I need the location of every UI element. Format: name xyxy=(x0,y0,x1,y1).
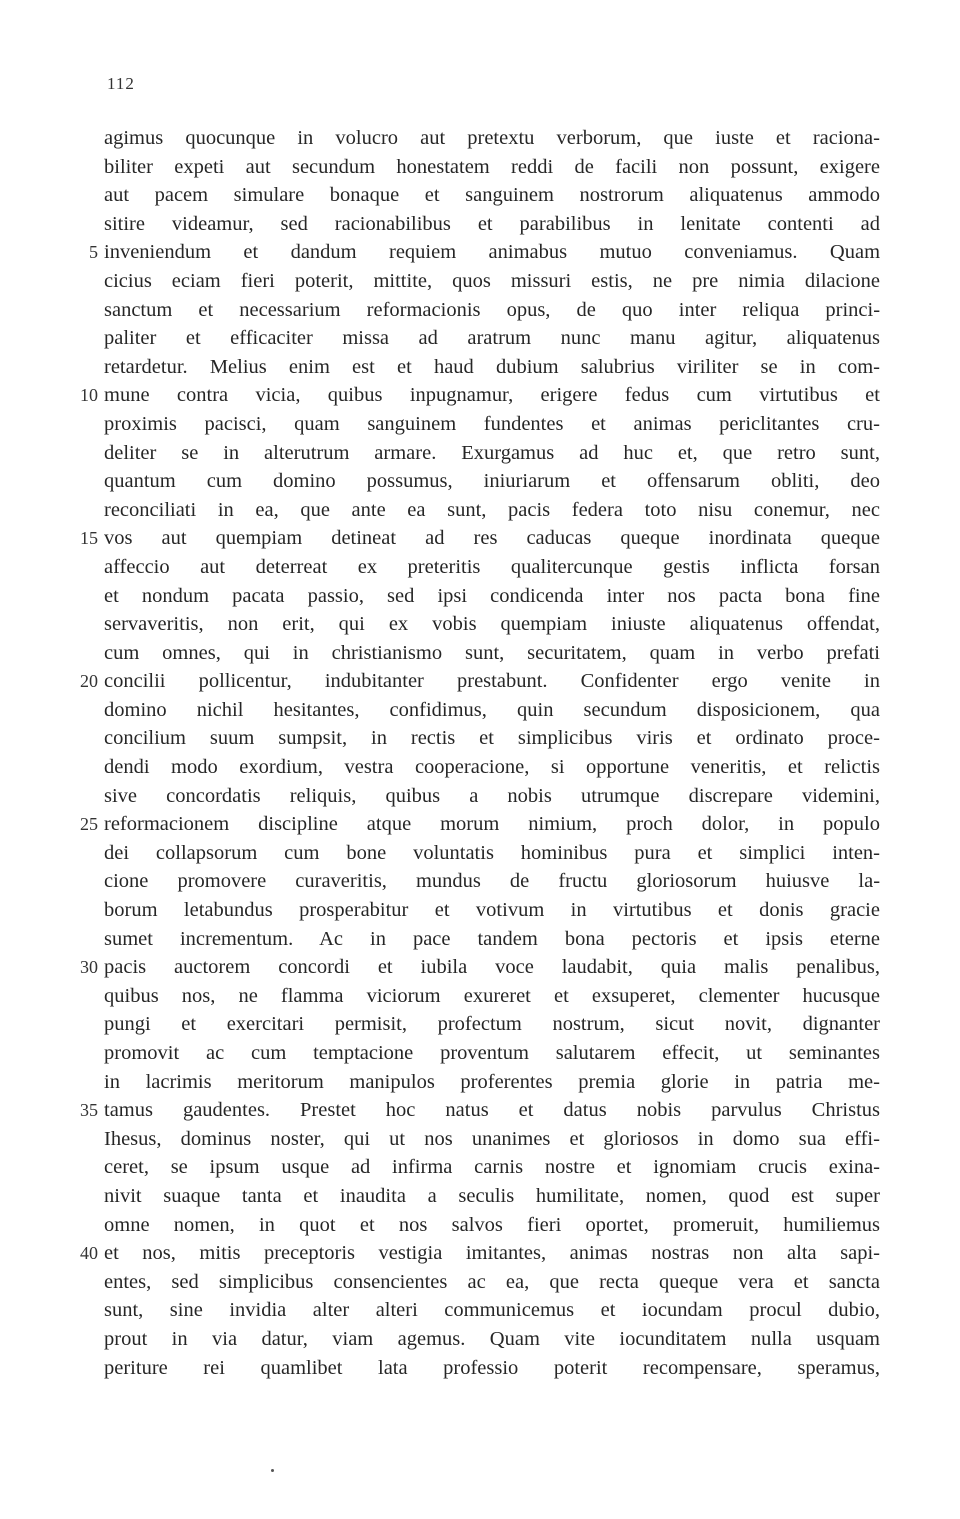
line-number: 25 xyxy=(80,814,98,835)
text-line xyxy=(104,1268,880,1297)
line-text: quantum cum domino possumus, iniuriarum et offensarum obliti, deo xyxy=(104,470,880,493)
text-line xyxy=(104,582,880,611)
line-text: quibus nos, ne flamma viciorum exureret et exsuperet, clementer hucusque xyxy=(104,984,880,1007)
text-line xyxy=(80,953,880,982)
line-text: nivit suaque tanta et inaudita a seculis humilitate, nomen, quod est super xyxy=(104,1184,880,1207)
line-number: 10 xyxy=(80,385,98,406)
print-speck xyxy=(271,1469,274,1472)
text-line xyxy=(104,1182,880,1211)
line-text: cum omnes, qui in christianismo sunt, securitatem, quam in verbo prefati xyxy=(104,641,880,664)
text-line xyxy=(104,353,880,382)
text-line xyxy=(104,296,880,325)
line-text: mune contra vicia, quibus inpugnamur, erigere fedus cum virtutibus et xyxy=(104,384,880,407)
text-line xyxy=(104,496,880,525)
text-line xyxy=(104,696,880,725)
text-line xyxy=(104,753,880,782)
line-text: promovit ac cum temptacione proventum salutarem effecit, ut seminantes xyxy=(104,1042,880,1064)
line-text: prout in via datur, viam agemus. Quam vite iocunditatem nulla usquam xyxy=(104,1327,880,1350)
text-line xyxy=(104,553,880,582)
line-text: cicius eciam fieri poterit, mittite, quos missuri estis, ne pre nimia dilacione xyxy=(104,269,881,292)
text-line xyxy=(104,1354,880,1383)
line-text: sumet incrementum. Ac in pace tandem bona pectoris et ipsis eterne xyxy=(104,927,881,950)
text-line xyxy=(104,153,880,182)
line-text: entes, sed simplicibus consencientes ac ea, que recta queque vera et sancta xyxy=(104,1270,880,1293)
text-line xyxy=(80,524,880,553)
text-line xyxy=(104,439,880,468)
line-number: 35 xyxy=(80,1100,98,1121)
line-text: retardetur. Melius enim est et haud dubium salubrius viriliter se in com- xyxy=(104,355,881,378)
line-text: reconciliati in ea, que ante ea sunt, pacis federa toto nisu conemur, nec xyxy=(104,498,880,521)
line-text: tamus gaudentes. Prestet hoc natus et datus nobis parvulus Christus xyxy=(104,1099,881,1122)
text-line xyxy=(104,724,880,753)
text-line xyxy=(104,982,880,1011)
line-text: aut pacem simulare bonaque et sanguinem nostrorum aliquatenus ammodo xyxy=(104,184,880,207)
page-number: 112 xyxy=(107,74,135,93)
text-line xyxy=(104,782,880,811)
line-text: pungi et exercitari permisit, profectum nostrum, sicut novit, dignanter xyxy=(104,1013,880,1036)
line-text: servaveritis, non erit, qui ex vobis quempiam iniuste aliquatenus offendat, xyxy=(104,613,880,636)
text-line xyxy=(104,1325,880,1354)
line-text: agimus quocunque in volucro aut pretextu verborum, que iuste et raciona- xyxy=(104,127,880,149)
text-line xyxy=(104,1296,880,1325)
text-line xyxy=(104,181,880,210)
text-line xyxy=(80,381,880,410)
text-line xyxy=(80,667,880,696)
line-text: dendi modo exordium, vestra cooperacione, si opportune veneritis, et relictis xyxy=(104,756,880,779)
line-text: periture rei quamlibet lata professio poterit recompensare, speramus, xyxy=(104,1356,880,1379)
text-line xyxy=(80,810,880,839)
text-line xyxy=(104,267,880,296)
text-line xyxy=(104,1211,880,1240)
line-text: et nos, mitis preceptoris vestigia imitantes, animas nostras non alta sapi- xyxy=(104,1242,880,1265)
text-line xyxy=(89,238,881,267)
line-text: in lacrimis meritorum manipulos proferentes premia glorie in patria me- xyxy=(104,1070,880,1093)
line-number: 30 xyxy=(80,957,98,978)
line-text: affeccio aut deterreat ex preteritis qualitercunque gestis inflicta forsan xyxy=(104,555,880,578)
line-text: dei collapsorum cum bone voluntatis hominibus pura et simplici inten- xyxy=(104,841,881,864)
text-line xyxy=(104,610,880,639)
line-text: sitire videamur, sed racionabilibus et parabilibus in lenitate contenti ad xyxy=(104,212,880,235)
line-text: inveniendum et dandum requiem animabus mutuo conveniamus. Quam xyxy=(104,241,881,264)
line-text: et nondum pacata passio, sed ipsi condicenda inter nos pacta bona fine xyxy=(104,584,880,607)
text-line xyxy=(104,467,880,496)
line-text: pacis auctorem concordi et iubila voce laudabit, quia malis penalibus, xyxy=(104,956,880,979)
text-line xyxy=(104,839,880,868)
line-text: Ihesus, dominus noster, qui ut nos unanimes et gloriosos in domo sua effi- xyxy=(104,1127,880,1150)
text-line xyxy=(104,1010,880,1039)
line-text: cione promovere curaveritis, mundus de fructu gloriosorum huiusve la- xyxy=(104,870,881,893)
line-text: vos aut quempiam detineat ad res caducas queque inordinata queque xyxy=(104,527,880,550)
text-line xyxy=(104,867,880,896)
text-line xyxy=(104,1153,880,1182)
line-text: sunt, sine invidia alter alteri communicemus et iocundam procul dubio, xyxy=(104,1299,880,1322)
line-text: proximis pacisci, quam sanguinem fundentes et animas periclitantes cru- xyxy=(104,412,880,435)
text-line xyxy=(104,639,880,668)
text-line xyxy=(104,1068,880,1097)
line-number: 15 xyxy=(80,528,98,549)
line-number: 40 xyxy=(80,1243,98,1264)
line-text: domino nichil hesitantes, confidimus, quin secundum disposicionem, qua xyxy=(104,698,880,721)
line-text: sanctum et necessarium reformacionis opus, de quo inter reliqua princi- xyxy=(104,298,881,321)
text-line xyxy=(104,410,880,439)
text-line xyxy=(104,1125,880,1154)
body-text xyxy=(80,124,881,1382)
text-line xyxy=(104,210,880,239)
text-line xyxy=(104,925,880,954)
line-text: omne nomen, in quot et nos salvos fieri oportet, promeruit, humiliemus xyxy=(104,1213,881,1236)
line-text: concilii pollicentur, indubitanter prestabunt. Confidenter ergo venite in xyxy=(104,670,880,693)
text-line xyxy=(104,324,880,353)
line-text: biliter expeti aut secundum honestatem reddi de facili non possunt, exigere xyxy=(104,155,880,178)
line-text: sive concordatis reliquis, quibus a nobis utrumque discrepare videmini, xyxy=(104,784,880,807)
text-line xyxy=(80,1239,880,1268)
text-line xyxy=(104,1039,880,1068)
line-text: borum letabundus prosperabitur et votivum in virtutibus et donis gracie xyxy=(104,899,880,922)
text-line xyxy=(80,1096,881,1125)
line-text: paliter et efficaciter missa ad aratrum nunc manu agitur, aliquatenus xyxy=(104,327,880,350)
line-text: reformacionem discipline atque morum nimium, proch dolor, in populo xyxy=(104,813,880,836)
line-text: ceret, se ipsum usque ad infirma carnis nostre et ignomiam crucis exina- xyxy=(104,1156,880,1179)
line-text: concilium suum sumpsit, in rectis et simplicibus viris et ordinato proce- xyxy=(104,727,880,750)
line-number: 5 xyxy=(89,242,98,263)
text-line xyxy=(104,896,880,925)
text-line xyxy=(104,124,880,153)
line-number: 20 xyxy=(80,671,98,692)
line-text: deliter se in alterutrum armare. Exurgamus ad huc et, que retro sunt, xyxy=(104,441,880,464)
